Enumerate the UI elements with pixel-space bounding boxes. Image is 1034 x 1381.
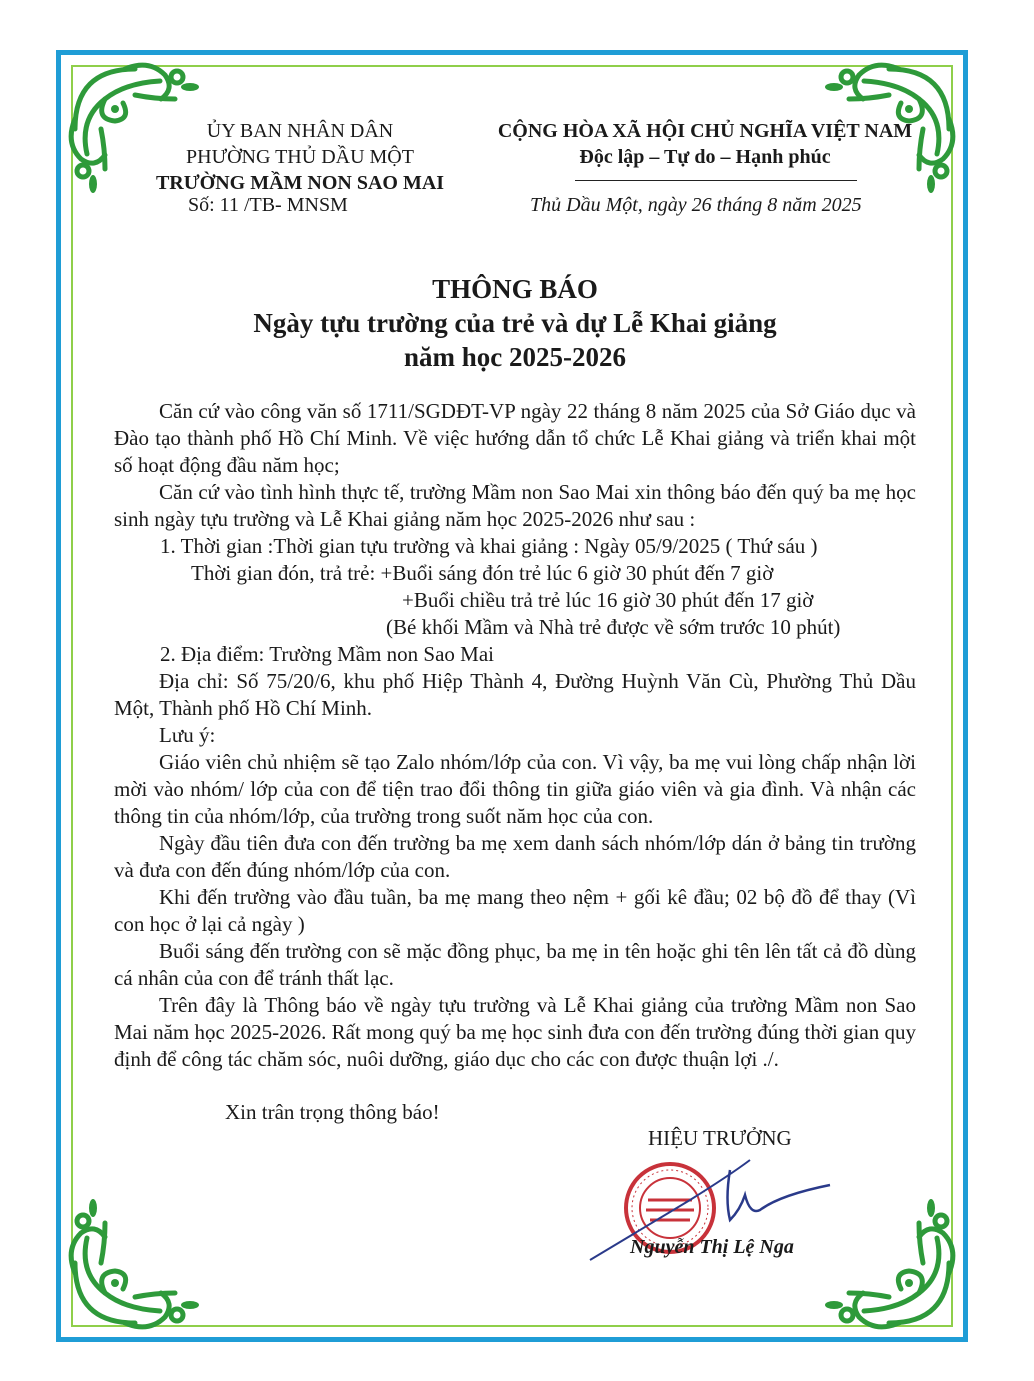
notice-title-block	[100, 272, 930, 374]
issuing-authority-block	[130, 118, 470, 196]
authority-line-2: PHƯỜNG THỦ DẦU MỘT	[186, 146, 414, 168]
item-pickup-note: (Bé khối Mầm và Nhà trẻ được về sớm trước 10 phút)	[386, 615, 841, 639]
note-bedding: Khi đến trường vào đầu tuần, ba mẹ mang theo nệm + gối kê đầu; 02 bộ đồ để thay (Vì con học ở lại cả ngày )	[114, 885, 916, 936]
document-date: Thủ Dầu Một, ngày 26 tháng 8 năm 2025	[530, 194, 862, 216]
signer-title: HIỆU TRƯỞNG	[648, 1126, 792, 1150]
notice-subtitle: Ngày tựu trường của trẻ và dự Lễ Khai giảng	[253, 308, 777, 338]
signer-name: Nguyễn Thị Lệ Nga	[630, 1236, 794, 1258]
national-title: CỘNG HÒA XÃ HỘI CHỦ NGHĨA VIỆT NAM	[497, 120, 913, 142]
national-header-block	[470, 118, 940, 170]
paragraph-announcement: Căn cứ vào tình hình thực tế, trường Mầm non Sao Mai xin thông báo đến quý ba mẹ học sinh ngày tựu trường và Lễ Khai giảng năm học 2025-2026 như sau :	[114, 480, 916, 531]
paragraph-legal-basis: Căn cứ vào công văn số 1711/SGDĐT-VP ngày 22 tháng 8 năm 2025 của Sở Giáo dục và Đào tạo thành phố Hồ Chí Minh. Về việc hướng dẫn tổ chức Lễ Khai giảng và triển khai một số hoạt động đầu năm học;	[114, 399, 916, 477]
notice-school-year: năm học 2025-2026	[404, 342, 626, 372]
item-time: 1. Thời gian :Thời gian tựu trường và khai giảng : Ngày 05/9/2025 ( Thứ sáu )	[160, 534, 818, 558]
note-label: Lưu ý:	[159, 723, 216, 747]
paragraph-conclusion: Trên đây là Thông báo về ngày tựu trường và Lễ Khai giảng của trường Mầm non Sao Mai năm học 2025-2026. Rất mong quý ba mẹ học sinh đưa con đến trường đúng thời gian quy định để công tác chăm sóc, nuôi dưỡng, giáo dục cho các con được thuận lợi ./.	[114, 993, 916, 1071]
motto-underline	[575, 180, 857, 181]
item-location: 2. Địa điểm: Trường Mầm non Sao Mai	[160, 642, 494, 666]
notice-title: THÔNG BÁO	[432, 274, 598, 304]
paragraph-address: Địa chỉ: Số 75/20/6, khu phố Hiệp Thành 4, Đường Huỳnh Văn Cù, Phường Thủ Dầu Một, Thành phố Hồ Chí Minh.	[114, 669, 916, 720]
note-first-day: Ngày đầu tiên đưa con đến trường ba mẹ xem danh sách nhóm/lớp dán ở bảng tin trường và đưa con đến đúng nhóm/lớp của con.	[114, 831, 916, 882]
item-pickup-afternoon: +Buổi chiều trả trẻ lúc 16 giờ 30 phút đến 17 giờ	[402, 588, 814, 612]
note-zalo: Giáo viên chủ nhiệm sẽ tạo Zalo nhóm/lớp của con. Vì vậy, ba mẹ vui lòng chấp nhận lời mời vào nhóm/ lớp của con để tiện trao đổi thông tin giữa giáo viên và gia đình. Và nhận các thông tin của nhóm/lớp, của trường trong suốt năm học của con.	[114, 750, 916, 828]
document-number: Số: 11 /TB- MNSM	[188, 194, 348, 216]
note-uniform: Buổi sáng đến trường con sẽ mặc đồng phục, ba mẹ in tên hoặc ghi tên lên tất cả đồ dùng cá nhân của con để tránh thất lạc.	[114, 939, 916, 990]
corner-ornament-icon	[65, 1183, 215, 1333]
school-name: TRƯỜNG MẦM NON SAO MAI	[155, 172, 445, 194]
notice-body	[114, 398, 916, 1073]
handwritten-signature-icon	[580, 1140, 840, 1280]
national-motto: Độc lập – Tự do – Hạnh phúc	[579, 146, 831, 168]
item-pickup-morning: Thời gian đón, trả trẻ: +Buổi sáng đón trẻ lúc 6 giờ 30 phút đến 7 giờ	[191, 561, 774, 585]
closing-line: Xin trân trọng thông báo!	[225, 1100, 440, 1124]
authority-line-1: ỦY BAN NHÂN DÂN	[206, 120, 394, 142]
